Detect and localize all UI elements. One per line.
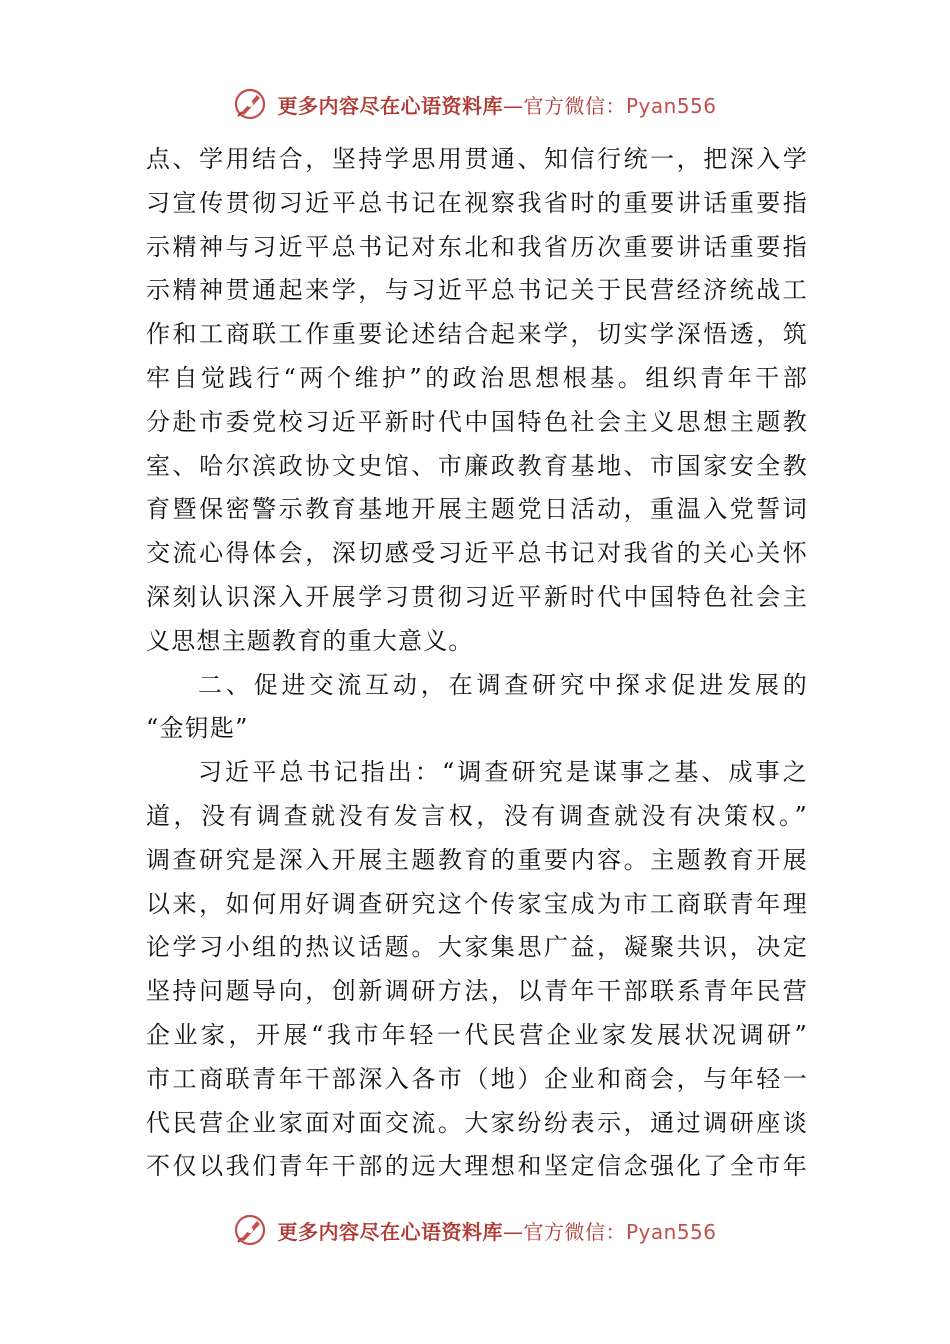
- body-line: 论学习小组的热议话题。大家集思广益，凝聚共识，决定: [146, 933, 808, 962]
- body-line: 深刻认识深入开展学习贯彻习近平新时代中国特色社会主: [146, 582, 808, 611]
- body-line: 习宣传贯彻习近平总书记在视察我省时的重要讲话重要指: [146, 188, 808, 217]
- footer-banner-text: [277, 1216, 716, 1245]
- banner-separator: —: [502, 1219, 524, 1244]
- body-line: 作和工商联工作重要论述结合起来学，切实学深悟透，筑: [146, 320, 808, 349]
- body-line: 调查研究是深入开展主题教育的重要内容。主题教育开展: [146, 845, 808, 874]
- footer-banner: [0, 1208, 950, 1252]
- banner-brand: 更多内容尽在心语资料库: [277, 93, 503, 118]
- body-line: 企业家，开展“我市年轻一代民营企业家发展状况调研”: [146, 1020, 808, 1049]
- body-line: 育暨保密警示教育基地开展主题党日活动，重温入党誓词: [146, 495, 808, 524]
- body-line: 代民营企业家面对面交流。大家纷纷表示，通过调研座谈: [146, 1108, 808, 1137]
- banner-brand: 更多内容尽在心语资料库: [277, 1219, 503, 1244]
- body-line: 分赴市委党校习近平新时代中国特色社会主义思想主题教: [146, 407, 808, 436]
- quill-logo-icon: [233, 87, 267, 121]
- section-heading: 二、促进交流互动，在调查研究中探求促进发展的: [198, 670, 808, 699]
- body-line: 示精神与习近平总书记对东北和我省历次重要讲话重要指: [146, 232, 808, 261]
- banner-wechat-label: 官方微信：: [523, 93, 626, 118]
- banner-separator: —: [502, 93, 524, 118]
- body-line: 习近平总书记指出：“调查研究是谋事之基、成事之: [198, 758, 808, 787]
- body-line: 示精神贯通起来学，与习近平总书记关于民营经济统战工: [146, 276, 808, 305]
- header-banner: [0, 82, 950, 126]
- body-line: 以来，如何用好调查研究这个传家宝成为市工商联青年理: [146, 889, 808, 918]
- header-banner-text: [277, 90, 716, 119]
- body-line: 道，没有调查就没有发言权，没有调查就没有决策权。”: [146, 801, 808, 830]
- body-line: 不仅以我们青年干部的远大理想和坚定信念强化了全市年: [146, 1152, 808, 1181]
- body-line: 交流心得体会，深切感受习近平总书记对我省的关心关怀: [146, 539, 808, 568]
- body-line: 坚持问题导向，创新调研方法，以青年干部联系青年民营: [146, 977, 808, 1006]
- banner-wechat-id: Pyan556: [625, 93, 717, 118]
- section-heading-continued: “金钥匙”: [146, 714, 249, 743]
- banner-wechat-id: Pyan556: [625, 1219, 717, 1244]
- body-line: 牢自觉践行“两个维护”的政治思想根基。组织青年干部: [146, 363, 808, 392]
- quill-logo-icon: [233, 1213, 267, 1247]
- body-line: 点、学用结合，坚持学思用贯通、知信行统一，把深入学: [146, 145, 808, 173]
- body-line: 义思想主题教育的重大意义。: [146, 626, 474, 655]
- body-line: 室、哈尔滨政协文史馆、市廉政教育基地、市国家安全教: [146, 451, 808, 480]
- document-body: [146, 138, 808, 1189]
- body-line: 市工商联青年干部深入各市（地）企业和商会，与年轻一: [146, 1064, 808, 1093]
- banner-wechat-label: 官方微信：: [523, 1219, 626, 1244]
